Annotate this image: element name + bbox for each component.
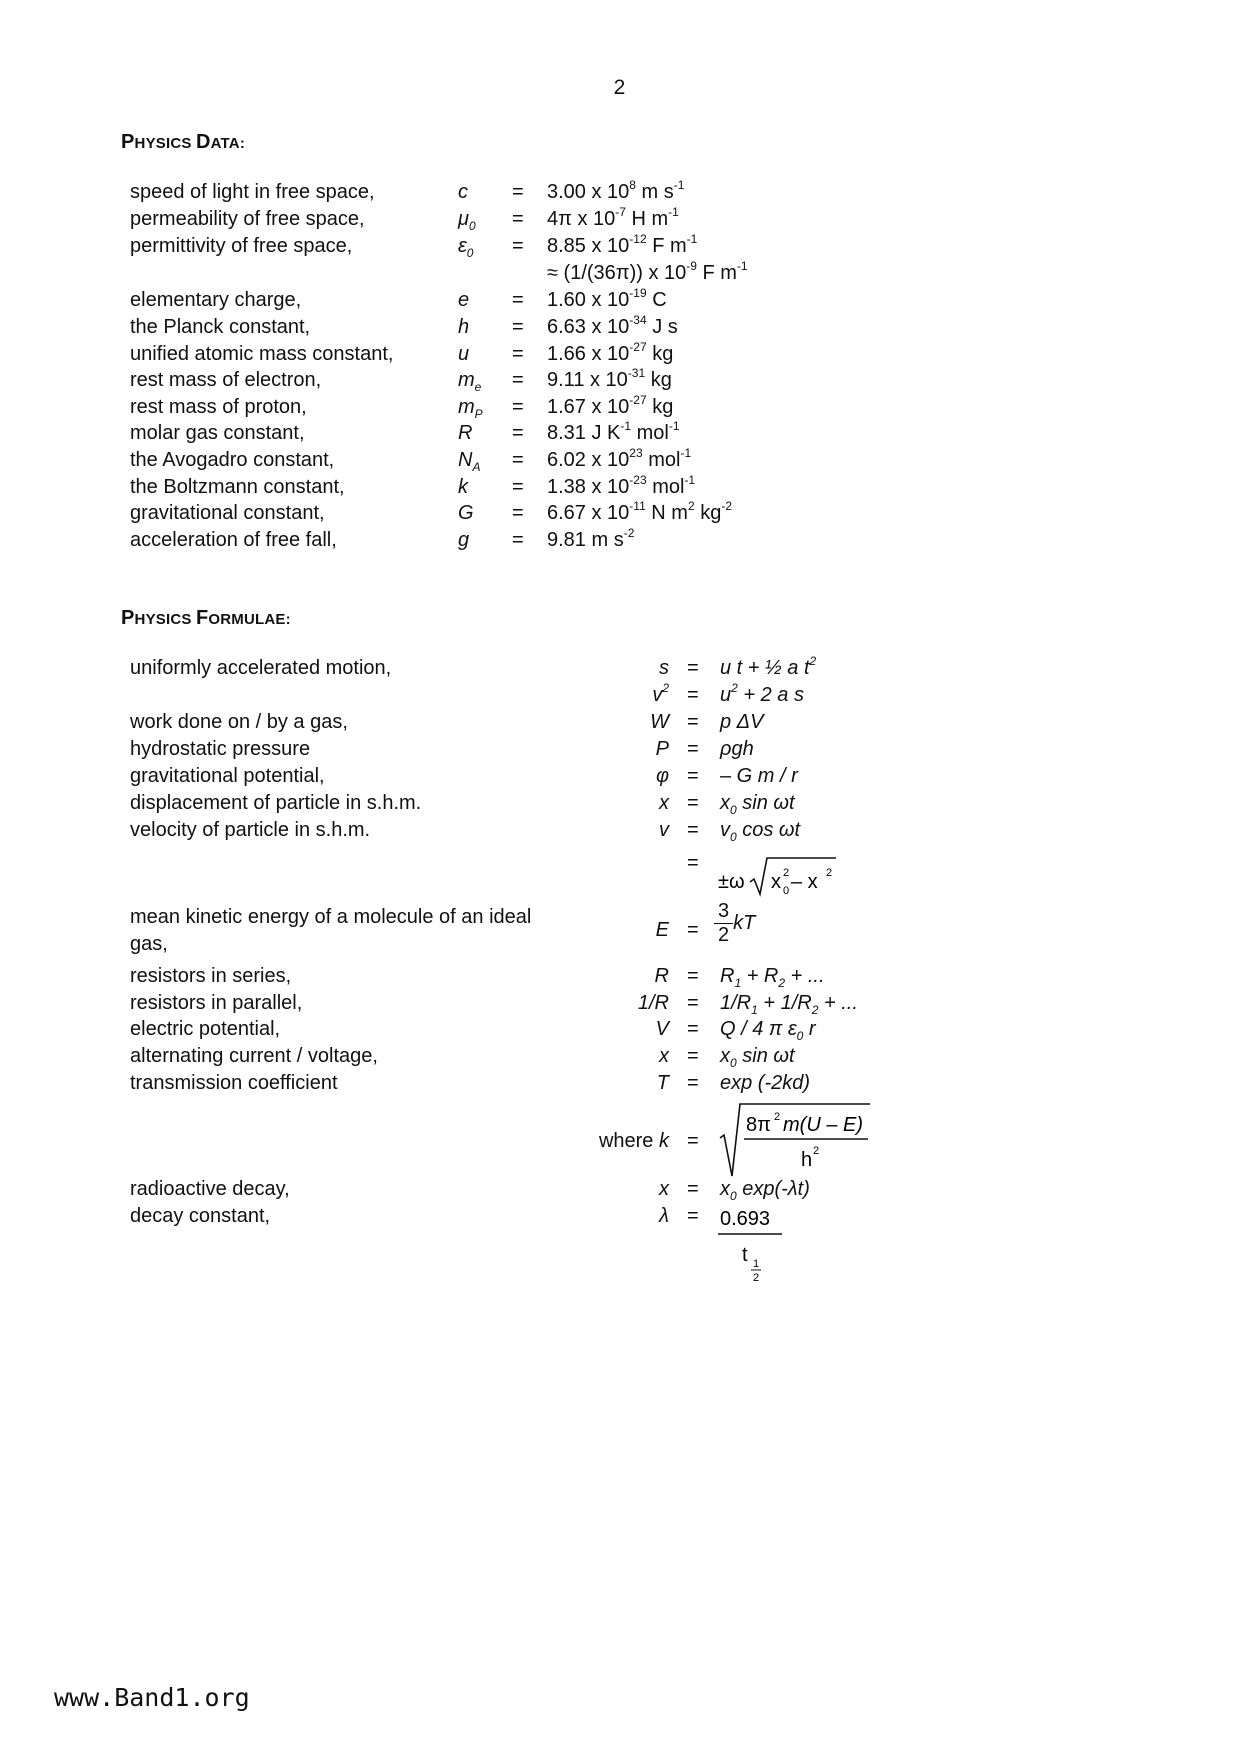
formula-row: mean kinetic energy of a molecule of an ideal (130, 906, 532, 928)
equals-sign: = (512, 529, 524, 551)
constant-symbol: c (458, 181, 468, 203)
equals-sign: = (512, 396, 524, 418)
constant-value: 6.63 x $10^{-34}$ J s (547, 313, 678, 338)
formula-row: decay constant, λ = (130, 1205, 699, 1227)
svg-text:m(U – E): m(U – E) (783, 1114, 863, 1136)
formula-row: velocity of particle in s.h.m. v = $v_0$ cos ωt (130, 819, 801, 844)
constant-symbol: R (458, 422, 473, 444)
constant-label: speed of light in free space, (130, 181, 375, 203)
formula-row: radioactive decay, x = $x_0$ exp(-λt) (130, 1178, 810, 1203)
constant-symbol: $m_P$ (458, 396, 483, 421)
constant-label: unified atomic mass constant, (130, 343, 394, 365)
equals-sign: = (512, 343, 524, 365)
equals-sign: = (512, 235, 524, 257)
constant-symbol: g (458, 529, 470, 551)
formula-row: transmission coefficient T = exp (-2kd) (130, 1072, 811, 1094)
formula-row: gravitational potential, φ = – G m / r (130, 765, 798, 787)
svg-text:0: 0 (783, 885, 790, 897)
equals-sign: = (512, 476, 524, 498)
svg-text:2: 2 (783, 867, 790, 879)
constant-value: 1.67 x $10^{-27}$ kg (547, 393, 674, 418)
svg-text:2: 2 (826, 867, 833, 879)
constant-row (0, 473, 1239, 502)
constant-row (0, 313, 1239, 342)
shm-velocity-radical (716, 852, 866, 900)
formula-row: uniformly accelerated motion, s = u t + ½ a $t^2$ (130, 654, 817, 679)
equals-sign: = (512, 449, 524, 471)
decay-constant-fraction (716, 1203, 796, 1293)
constant-symbol: $\varepsilon_0$ (458, 235, 474, 260)
formula-row: $v^2$ = $u^2 + 2$ a s (652, 681, 804, 706)
equals-sign: = (512, 181, 524, 203)
svg-text:±ω: ±ω (718, 871, 745, 893)
svg-text:x: x (771, 871, 781, 893)
constant-value: 9.81 m $s^{-2}$ (547, 526, 635, 551)
constant-value: 1.66 x $10^{-27}$ kg (547, 340, 674, 365)
constant-row (0, 286, 1239, 315)
svg-text:8π: 8π (746, 1114, 771, 1136)
constant-value: ≈ (1/(36π)) x $10^{-9}$ F $m^{-1}$ (547, 259, 748, 284)
constant-row (0, 340, 1239, 369)
equals-sign: = (512, 369, 524, 391)
constant-label: permittivity of free space, (130, 235, 353, 257)
svg-text:1: 1 (753, 1258, 760, 1270)
constant-label: elementary charge, (130, 289, 302, 311)
formula-row: resistors in parallel, 1/R = $1/R_1 + 1/R_2$ + ... (130, 992, 858, 1017)
equals-sign: = (512, 502, 524, 524)
constant-symbol: $m_e$ (458, 369, 482, 394)
constant-row (0, 232, 1239, 261)
constant-label: molar gas constant, (130, 422, 305, 444)
svg-text:2: 2 (753, 1272, 760, 1284)
constant-value: 9.11 x $10^{-31}$ kg (547, 366, 672, 391)
constant-symbol: k (458, 476, 468, 498)
constant-row (0, 499, 1239, 528)
constant-row (0, 366, 1239, 395)
svg-text:– x: – x (791, 871, 818, 893)
constant-label: rest mass of proton, (130, 396, 307, 418)
formula-row: alternating current / voltage, x = $x_0$ sin ωt (130, 1045, 795, 1070)
constant-label: rest mass of electron, (130, 369, 322, 391)
formula-row: electric potential, V = Q / 4 π $\varepsilon_0$ r (130, 1018, 816, 1043)
formula-row: E = (655, 919, 699, 941)
constant-row (0, 205, 1239, 234)
constant-label: the Planck constant, (130, 316, 311, 338)
constant-label: the Avogadro constant, (130, 449, 335, 471)
svg-text:h: h (801, 1149, 813, 1171)
constant-value: 4π x $10^{-7}$ H $m^{-1}$ (547, 205, 679, 230)
constant-label: gravitational constant, (130, 502, 325, 524)
formula-row: resistors in series, R = $R_1 + R_2$ + ... (130, 965, 825, 990)
constant-row (0, 526, 1239, 555)
constant-value: 8.31 J $K^{-1}$ mol$^{-1}$ (547, 419, 680, 444)
wave-number-radical (716, 1098, 876, 1180)
constant-row (0, 178, 1239, 207)
constant-value: 6.67 x $10^{-11}$ N $m^2$ $kg^{-2}$ (547, 499, 733, 524)
constant-value: 1.38 x $10^{-23}$ mol$^{-1}$ (547, 473, 696, 498)
formula-row: = (687, 852, 699, 874)
constant-value: 8.85 x $10^{-12}$ F $m^{-1}$ (547, 232, 698, 257)
constant-label: acceleration of free fall, (130, 529, 337, 551)
website-footer: www.Band1.org (54, 1683, 250, 1712)
formula-row: displacement of particle in s.h.m. x = $x_0$ sin ωt (130, 792, 795, 817)
equals-sign: = (512, 208, 524, 230)
constant-row (0, 259, 1239, 288)
physics-data-heading: PHYSICS DATA: (121, 131, 246, 153)
constant-row (0, 446, 1239, 475)
svg-text:2: 2 (813, 1145, 820, 1157)
constant-label: permeability of free space, (130, 208, 365, 230)
equals-sign: = (512, 289, 524, 311)
constant-label: the Boltzmann constant, (130, 476, 345, 498)
constant-symbol: $N_A$ (458, 449, 481, 474)
constant-symbol: h (458, 316, 470, 338)
constant-value: 6.02 x $10^{23}$ mol$^{-1}$ (547, 446, 692, 471)
constant-row (0, 419, 1239, 448)
equals-sign: = (512, 316, 524, 338)
constant-symbol: u (458, 343, 470, 365)
formula-row: where k = (598, 1130, 699, 1152)
constant-symbol: $\mu_0$ (458, 208, 476, 233)
svg-text:t: t (742, 1244, 748, 1266)
formula-row: gas, (130, 933, 168, 955)
constant-symbol: e (458, 289, 470, 311)
svg-text:0.693: 0.693 (720, 1208, 771, 1230)
equals-sign: = (512, 422, 524, 444)
kinetic-energy-fraction: $\frac{3}{2}$ kT (714, 900, 755, 947)
physics-formulae-heading: PHYSICS FORMULAE: (121, 607, 291, 629)
formula-row: hydrostatic pressure P = ρgh (130, 738, 754, 760)
constant-value: 1.60 x $10^{-19}$ C (547, 286, 667, 311)
svg-text:2: 2 (774, 1111, 781, 1123)
constant-value: 3.00 x $10^8$ m $s^{-1}$ (547, 178, 685, 203)
page-number: 2 (613, 76, 626, 99)
formula-row: work done on / by a gas, W = p ΔV (130, 711, 764, 733)
constant-symbol: G (458, 502, 474, 524)
